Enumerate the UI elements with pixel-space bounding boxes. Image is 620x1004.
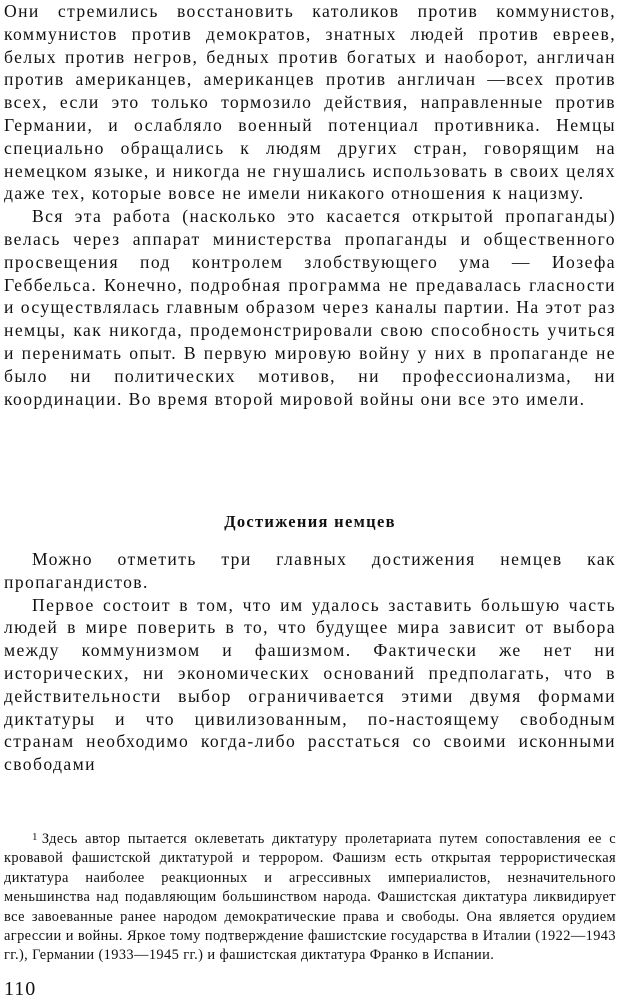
paragraph-three-achievements: Можно отметить три главных достижения немцев как пропагандистов. [4,549,616,592]
paragraph-propaganda-ministry: Вся эта работа (насколько это касается открытой пропаганды) велась через аппарат министерства пропаганды и общественного просвещения под контролем злобствующего ума — Иозефа Геббельса. Конечно, подробная программа не предавалась гласности и осуществлялась главным образом через каналы партии. На этот раз немцы, как никогда, продемонстрировали свою способность учиться и перенимать опыт. В первую мировую войну у них в пропаганде не было ни политических мотивов, ни профессионализма, ни координации. Во время второй мировой войны они все это имели. [4,206,616,409]
footnote-marker: 1 [32,831,38,843]
paragraph-first-achievement: Первое состоит в том, что им удалось заставить большую часть людей в мире поверить в то, что будущее мира зависит от выбора между коммунизмом и фашизмом. Фактически же нет ни исторических, ни экономических оснований предполагать, что в действительности выбор ограничивается этими двумя формами диктатуры и что цивилизованным, по-настоящему свободным странам необходимо когда-либо расстаться со своими исконными свободами [4,594,616,775]
paragraph-propaganda-division: Они стремились восстановить католиков против коммунистов, коммунистов против демократов, знатных людей против евреев, белых против негров, бедных против богатых и наоборот, англичан против американцев, американцев против англичан —всех против всех, если это только тормозило действия, направленные против Германии, и ослабляло военный потенциал противника. Немцы специально обращались к людям других стран, говорящим на немецком языке, и никогда не гнушались использовать в своих целях даже тех, которые вовсе не имели никакого отношения к нацизму. [4,1,616,204]
section-heading: Достижения немцев [224,512,396,531]
section-text-block [4,548,616,776]
footnote-text: Здесь автор пытается оклеветать диктатуру пролетариата путем сопоставления ее с кровавой фашистской диктатурой и террором. Фашизм есть открытая террористическая диктатура наиболее реакционных и агрессивных империалистов, незначительного меньшинства над подавляющим большинством народа. Фашистская диктатура ликвидирует все завоеванные ранее народом демократические права и свободы. Она является орудием агрессии и войны. Яркое тому подтверждение фашистские государства в Италии (1922—1943 гг.), Германии (1933—1945 гг.) и фашистская диктатура Франко в Испании. [4,831,616,964]
main-text-block [4,0,616,410]
page-number: 110 [4,978,37,1000]
footnote [4,828,616,966]
footnote-paragraph [4,828,616,966]
